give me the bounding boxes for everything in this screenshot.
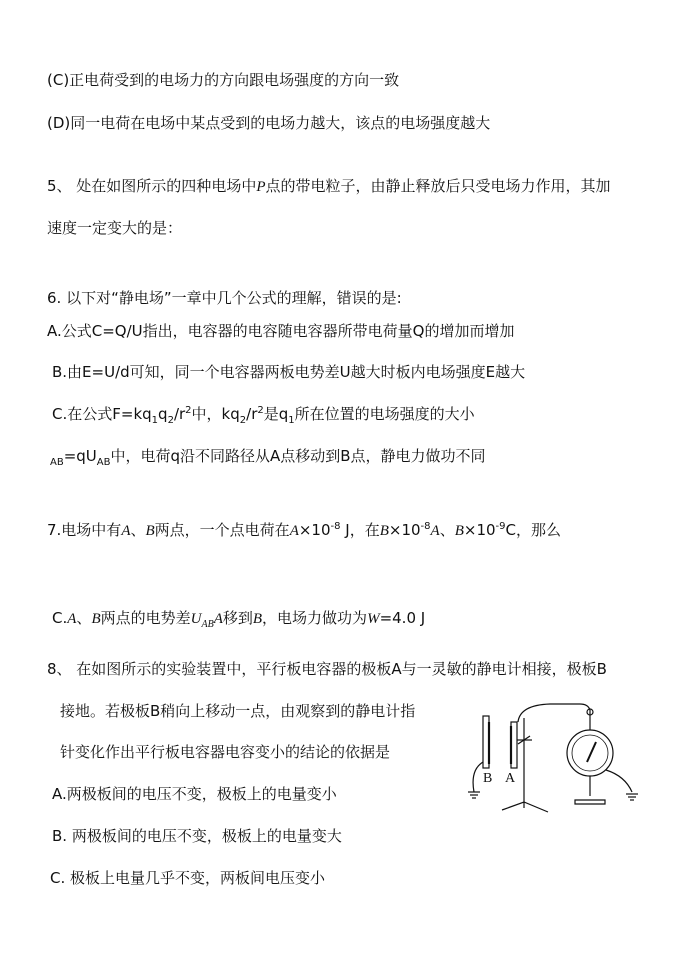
q6c-part7: 所在位置的电场强度的大小	[294, 405, 475, 423]
ground-wire-b	[473, 762, 483, 792]
question-6: 6. 以下对“静电场”一章中几个公式的理解，错误的是:	[47, 289, 402, 307]
q7c-u: U	[190, 611, 202, 627]
question-8-line2: 接地。若极板B稍向上移动一点，由观察到的静电计指	[60, 702, 416, 720]
q7-b3: B	[454, 523, 464, 539]
q7c-p5: ，电场力做功为	[262, 609, 368, 627]
q7-p2: 、	[130, 521, 146, 539]
q6d-sub1: AB	[50, 457, 64, 468]
q7c-a2: A	[213, 611, 223, 627]
q6d-part2: 中，电荷q沿不同路径从A点移动到B点，静电力做功不同	[110, 447, 486, 465]
q6c-sub3: 2	[239, 415, 247, 426]
q6-option-a: A.公式C=Q/U指出，电容器的电容随电容器所带电荷量Q的增加而增加	[47, 322, 515, 340]
q7-a3: A	[430, 523, 440, 539]
q7-p9: C，那么	[505, 521, 561, 539]
q7c-sub: AB	[201, 619, 214, 630]
q7-sup1: -8	[330, 521, 341, 532]
q7c-a1: A	[67, 611, 77, 627]
q8-option-b: B. 两极板间的电压不变，极板上的电量变大	[52, 827, 342, 845]
q7-b1: B	[145, 523, 155, 539]
q7c-p4: 移到	[222, 609, 253, 627]
q6d-part1: =qU	[63, 447, 97, 465]
electroscope-needle	[587, 742, 596, 762]
question-8-line1: 8、 在如图所示的实验装置中，平行板电容器的极板A与一灵敏的静电计相接，极板B	[47, 660, 607, 678]
q5-p: P	[256, 179, 266, 195]
q7-p1: 7.电场中有	[47, 521, 122, 539]
question-5-line1	[47, 176, 611, 197]
q7-p4: ×10	[298, 521, 331, 539]
q7c-p6: =4.0 J	[379, 609, 426, 627]
q6c-part1: C.在公式F=kq	[52, 405, 152, 423]
q6-option-d	[50, 446, 486, 466]
question-8-line3: 针变化作出平行板电容器电容变小的结论的依据是	[60, 743, 391, 761]
line-d: (D)同一电荷在电场中某点受到的电场力越大，该点的电场强度越大	[47, 114, 491, 132]
q7c-b1: B	[91, 611, 101, 627]
q7c-b2: B	[252, 611, 263, 627]
q6c-sub1: 1	[151, 415, 159, 426]
q7c-p2: 、	[76, 609, 92, 627]
q6c-sub2: 2	[167, 415, 174, 426]
q7-sup2: -8	[420, 521, 431, 532]
q8-option-a: A.两极板间的电压不变，极板上的电量变小	[52, 785, 337, 803]
capacitor-electroscope-figure	[460, 700, 650, 825]
q6c-part4: 中，kq	[191, 405, 240, 423]
q7-a1: A	[121, 523, 131, 539]
q6c-part5: /r	[246, 405, 258, 423]
q7c-p3: 两点的电势差	[100, 609, 191, 627]
q6c-sup1: 2	[185, 405, 192, 416]
q6c-part2: q	[158, 405, 168, 423]
connecting-wire	[518, 704, 590, 722]
q7c-w: W	[367, 611, 380, 627]
q7-b2: B	[379, 523, 389, 539]
question-5-line2: 速度一定变大的是：	[47, 219, 183, 237]
q7-p7: 、	[439, 521, 455, 539]
q6c-sup2: 2	[257, 405, 264, 416]
ground-wire-electroscope	[606, 770, 632, 792]
q5-text-a: 5、 处在如图所示的四种电场中	[47, 177, 257, 195]
line-c: (C)正电荷受到的电场力的方向跟电场强度的方向一致	[47, 71, 400, 89]
q7c-p1: C.	[52, 609, 68, 627]
q6c-part6: 是q	[263, 405, 289, 423]
q5-text-b: 点的带电粒子，由静止释放后只受电场力作用，其加	[265, 177, 611, 195]
figure-label-b: B	[483, 771, 493, 786]
q7-p6: ×10	[388, 521, 421, 539]
q8-option-c: C. 极板上电量几乎不变，两板间电压变小	[50, 869, 326, 887]
figure-label-a: A	[505, 771, 516, 786]
q6d-sub2: AB	[96, 457, 111, 468]
q6c-part3: /r	[173, 405, 186, 423]
q6c-sub4: 1	[288, 415, 295, 426]
q7-a2: A	[289, 523, 299, 539]
q7-p5: J，在	[340, 521, 380, 539]
q7-option-c	[52, 608, 425, 629]
q7-sup3: -9	[495, 521, 506, 532]
q6-option-b: B.由E=U/d可知，同一个电容器两板电势差U越大时板内电场强度E越大	[52, 363, 526, 381]
q7-p8: ×10	[463, 521, 496, 539]
question-7	[47, 520, 561, 541]
q7-p3: 两点，一个点电荷在	[154, 521, 290, 539]
stand-base	[502, 802, 548, 812]
q6-option-c	[52, 404, 475, 424]
